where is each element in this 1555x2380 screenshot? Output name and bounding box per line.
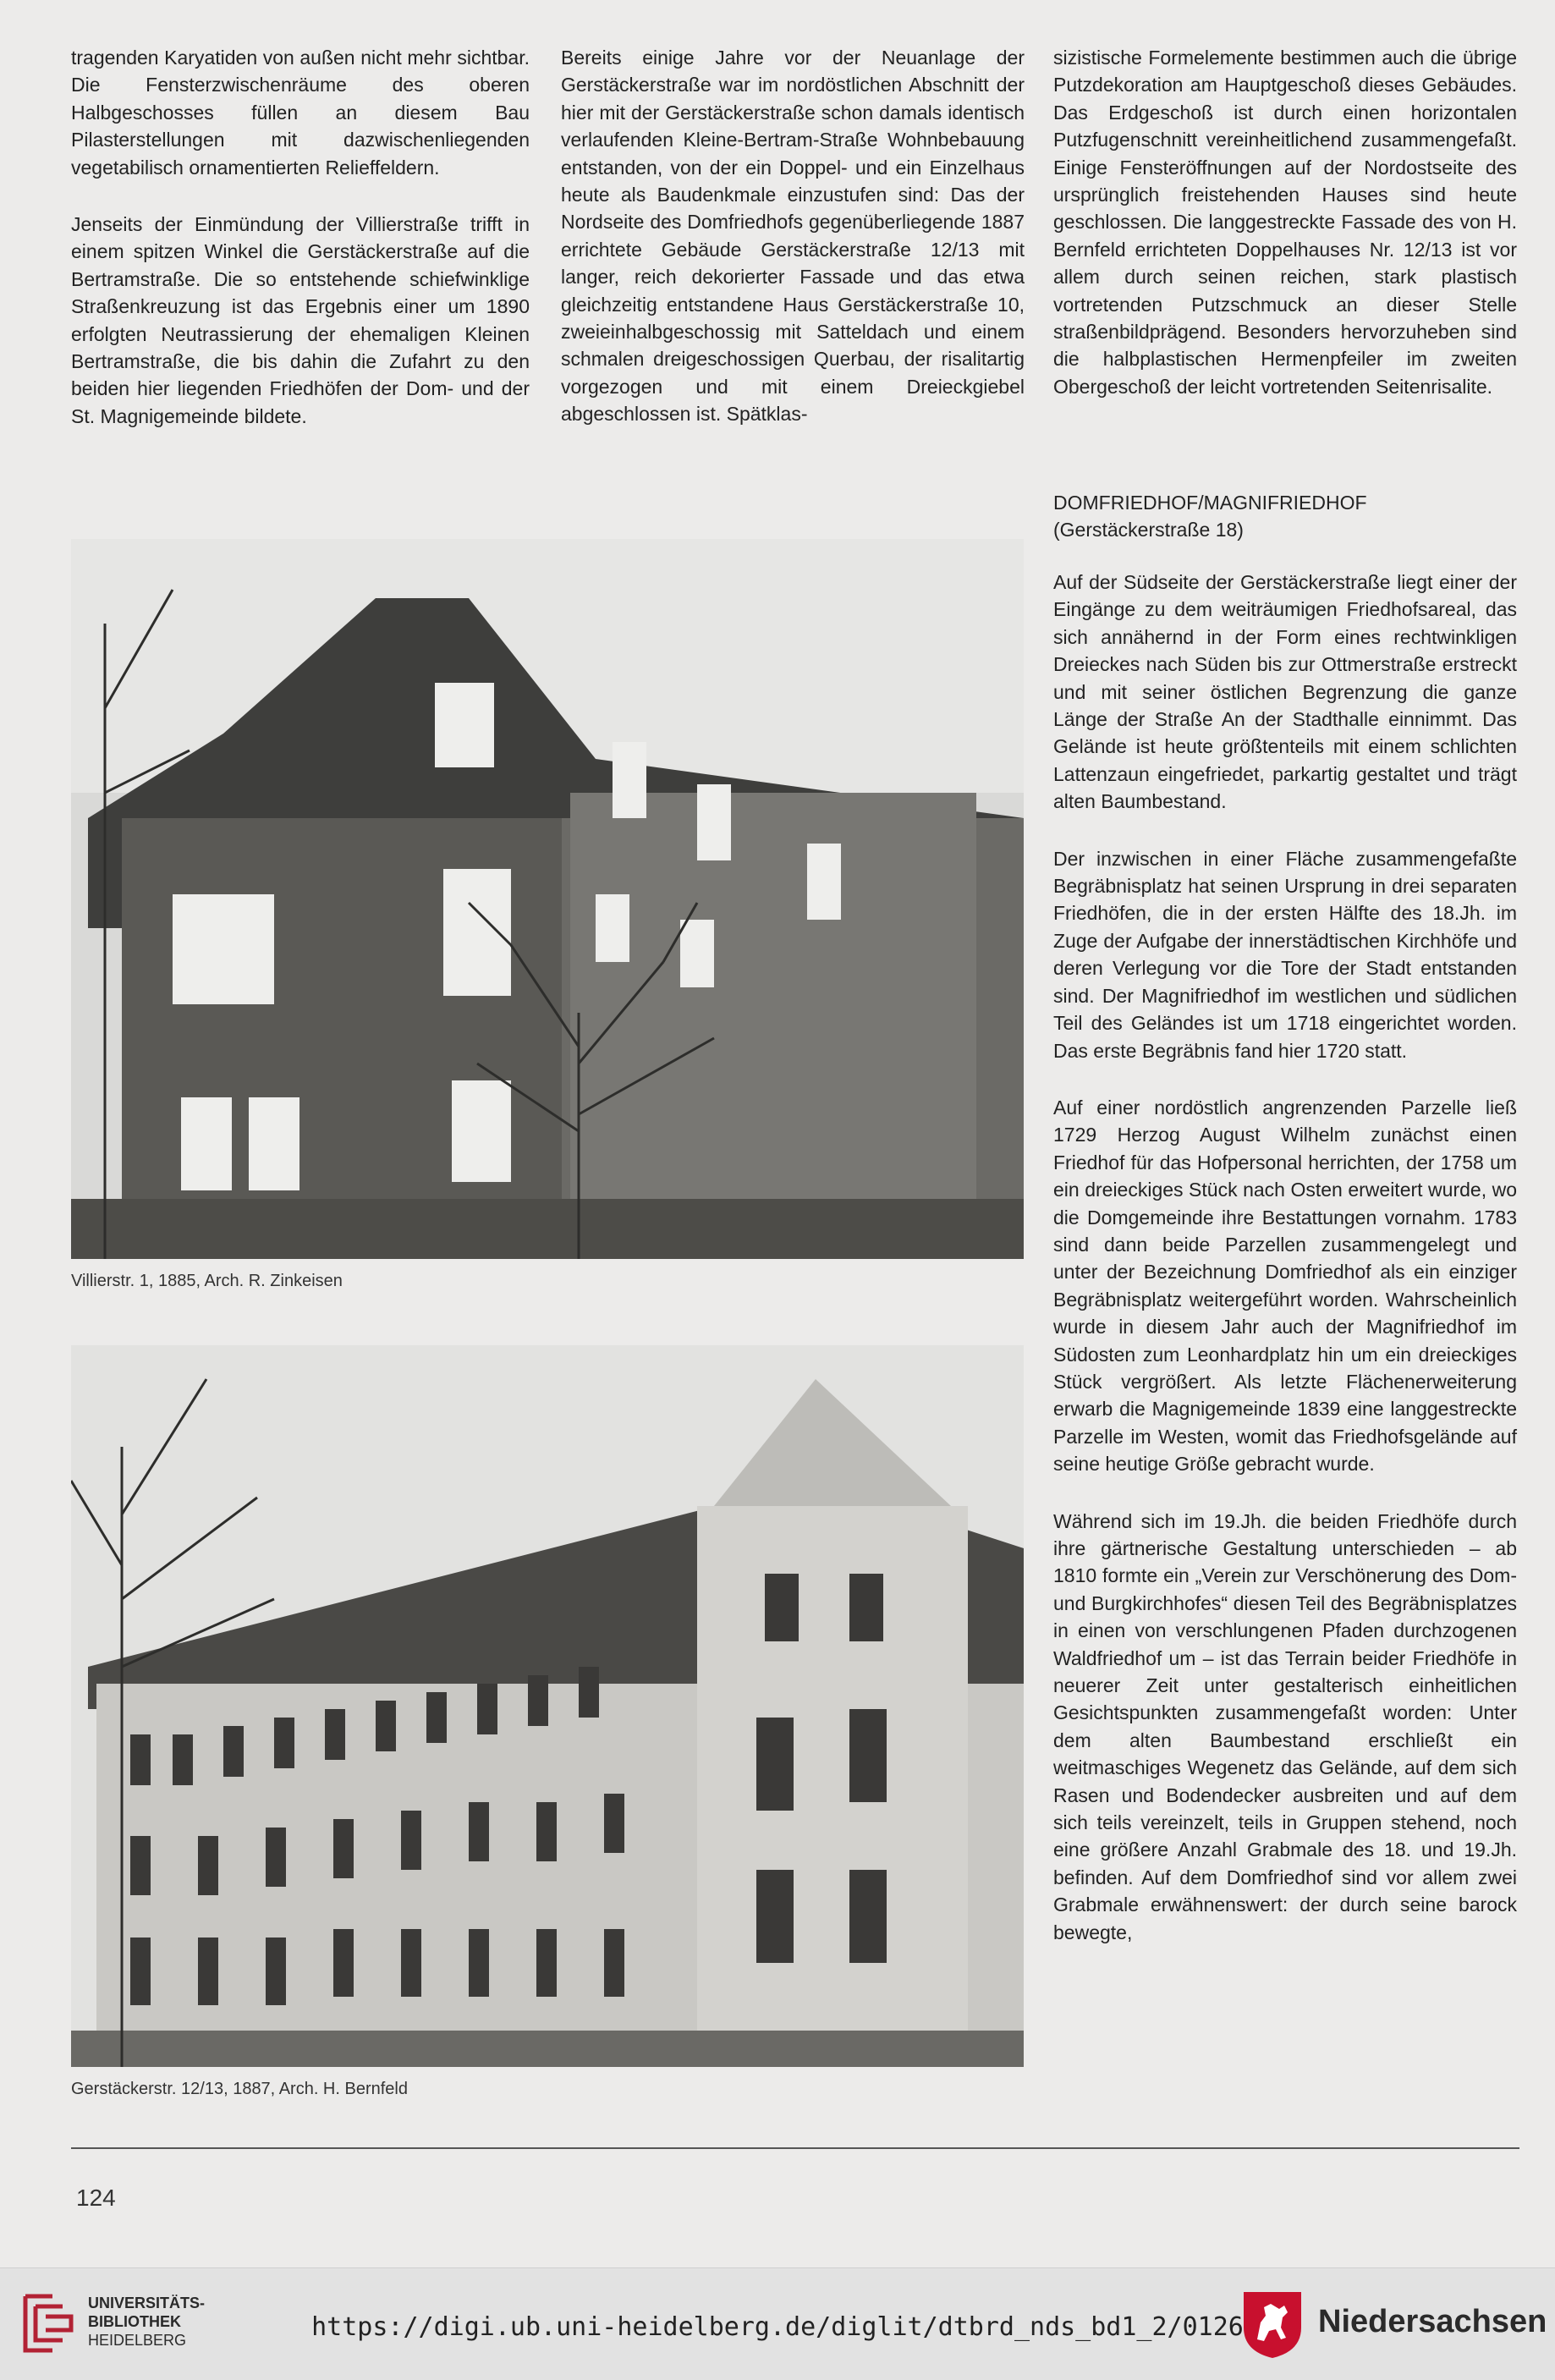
section-heading [1053,489,1517,543]
text-column-3-top [1053,44,1517,430]
photo-caption: Gerstäckerstr. 12/13, 1887, Arch. H. Bernfeld [71,2080,408,2098]
state-name: Niedersachsen [1318,2304,1547,2339]
section-subtitle: (Gerstäckerstraße 18) [1053,519,1244,541]
paragraph: Während sich im 19.Jh. die beiden Friedhöfe durch ihre gärtnerische Gestaltung unterschieden – ab 1810 formte ein „Verein zur Verschönerung des Dom- und Burgkirchhofes“ diesen Teil des Begräbnisplatzes in einen von verschlungenen Pfaden durchzogenen Waldfriedhof um – ist das Terrain beider Friedhöfe in neuerer Zeit unter gestalterisch einheitlichen Gesichtspunkten zusammengefaßt worden: Unter dem alten Baumbestand erschließt ein weitmaschiges Wegenetz das Gelände, auf dem sich Rasen und Bodendecker ausbreiten und auf dem sich teils vereinzelt, teils in Gruppen stehend, noch eine größere Anzahl Grabmale des 18. und 19.Jh. befinden. Auf dem Domfriedhof sind vor allem zwei Grabmale erwähnenswert: der durch seine barock bewegte, [1053,1509,1517,1943]
paragraph: Bereits einige Jahre vor der Neuanlage der Gerstäckerstraße war im nordöstlichen Abschnitt der hier mit der Gerstäckerstraße schon damals identisch verlaufenden Kleine-Bertram-Straße Wohnbebauung entstanden, von der ein Doppel- und ein Einzelhaus heute als Baudenkmale einzustufen sind: Das der Nordseite des Domfriedhofs gegenüberliegende 1887 errichtete Gebäude Gerstäckerstraße 12/13 mit langer, reich dekorierter Fassade und das etwa gleichzeitig entstandene Haus Gerstäckerstraße 10, zweieinhalbgeschossig mit Satteldach und einem schmalen dreigeschossigen Querbau, der risalitartig vorgezogen und mit einem Dreieckgiebel abgeschlossen ist. Spätklas- [561,47,1025,426]
paragraph: tragenden Karyatiden von außen nicht mehr sichtbar. Die Fensterzwischenräume des oberen Halbgeschosses füllen an diesem Bau Pilasterstellungen mit dazwischenliegenden vegetabilisch ornamentierten Relieffeldern. [71,47,530,179]
photo-caption: Villierstr. 1, 1885, Arch. R. Zinkeisen [71,1272,343,1290]
photo-villierstrasse [71,539,1024,1259]
paragraph: Auf der Südseite der Gerstäckerstraße liegt einer der Eingänge zu dem weiträumigen Friedhofsareal, das sich annähernd in der Form eines rechtwinkligen Dreieckes nach Süden bis zur Ottmerstraße erstreckt und mit seiner östlichen Begrenzung die ganze Länge der Straße An der Stadthalle einnimmt. Das Gelände ist heute größtenteils mit einem schlichten Lattenzaun eingefriedet, parkartig gestaltet und trägt alten Baumbestand. [1053,571,1517,813]
text-column-2 [561,44,1025,458]
paragraph: Auf einer nordöstlich angrenzenden Parzelle ließ 1729 Herzog August Wilhelm zunächst einen Friedhof für das Hofpersonal herrichten, der 1758 um ein dreieckiges Stück nach Osten erweitert wurde, wo die Domgemeinde ihre Bestattungen vornahm. 1783 sind dann beide Parzellen zusammengelegt und unter der Bezeichnung Domfriedhof als ein einziger Begräbnisplatz weitergeführt worden. Wahrscheinlich wurde in diesem Jahr auch der Magnifriedhof im Südosten zum Leonhardplatz hin um ein dreieckiges Stück vergrößert. Als letzte Flächenerweiterung erwarb die Magnigemeinde 1839 eine langgestreckte Parzelle im Westen, womit das Friedhofsgelände auf seine heutige Größe gebracht wurde. [1053,1096,1517,1476]
paragraph: Jenseits der Einmündung der Villierstraße trifft in einem spitzen Winkel die Gerstäckerstraße auf die Bertramstraße. Die so entstehende schiefwinklige Straßenkreuzung ist das Ergebnis einer um 1890 erfolgten Neutrassierung der ehemaligen Kleinen Bertramstraße, die bis dahin die Zufahrt zu den beiden hier liegenden Friedhöfen der Dom- und der St. Magnigemeinde bildete. [71,213,530,427]
footer-divider [71,2147,1519,2149]
page-number: 124 [76,2185,116,2211]
text-column-3-bottom [1053,489,1517,1976]
photo-gerstaeckerstrasse [71,1345,1024,2067]
viewer-footer [0,2267,1555,2380]
library-name: UNIVERSITÄTS- BIBLIOTHEK HEIDELBERG [88,2295,206,2349]
building-photo-2 [71,1345,1024,2067]
niedersachsen-horse-logo-icon [1240,2289,1305,2360]
text-column-1 [71,44,530,459]
paragraph: Der inzwischen in einer Fläche zusammengefaßte Begräbnisplatz hat seinen Ursprung in drei separaten Friedhöfen, die in der ersten Hälfte des 18.Jh. im Zuge der Aufgabe der innerstädtischen Kirchhöfe und deren Verlegung vor die Tore der Stadt entstanden sind. Der Magnifriedhof im westlichen und südlichen Teil des Geländes ist um 1718 eingerichtet worden. Das erste Begräbnis fand hier 1720 statt. [1053,847,1517,1062]
building-photo-1 [71,539,1024,1259]
document-url[interactable]: https://digi.ub.uni-heidelberg.de/diglit/dtbrd_nds_bd1_2/0126 [311,2312,1244,2342]
paragraph: sizistische Formelemente bestimmen auch die übrige Putzdekoration am Hauptgeschoß dieses Gebäudes. Das Erdgeschoß ist durch einen horizontalen Putzfugenschnitt vereinheitlichend zusammengefaßt. Einige Fensteröffnungen auf der Nordostseite des ursprünglich freistehenden Hauses sind heute geschlossen. Die langgestreckte Fassade des von H. Bernfeld errichteten Doppelhauses Nr. 12/13 ist vor allem durch seinen reichen, stark plastisch vortretenden Putzschmuck an dieser Stelle straßenbildprägend. Besonders hervorzuheben sind die halbplastischen Hermenpfeiler im zweiten Obergeschoß der leicht vortretenden Seitenrisalite. [1053,47,1517,398]
section-title: DOMFRIEDHOF/MAGNIFRIEDHOF [1053,492,1367,514]
